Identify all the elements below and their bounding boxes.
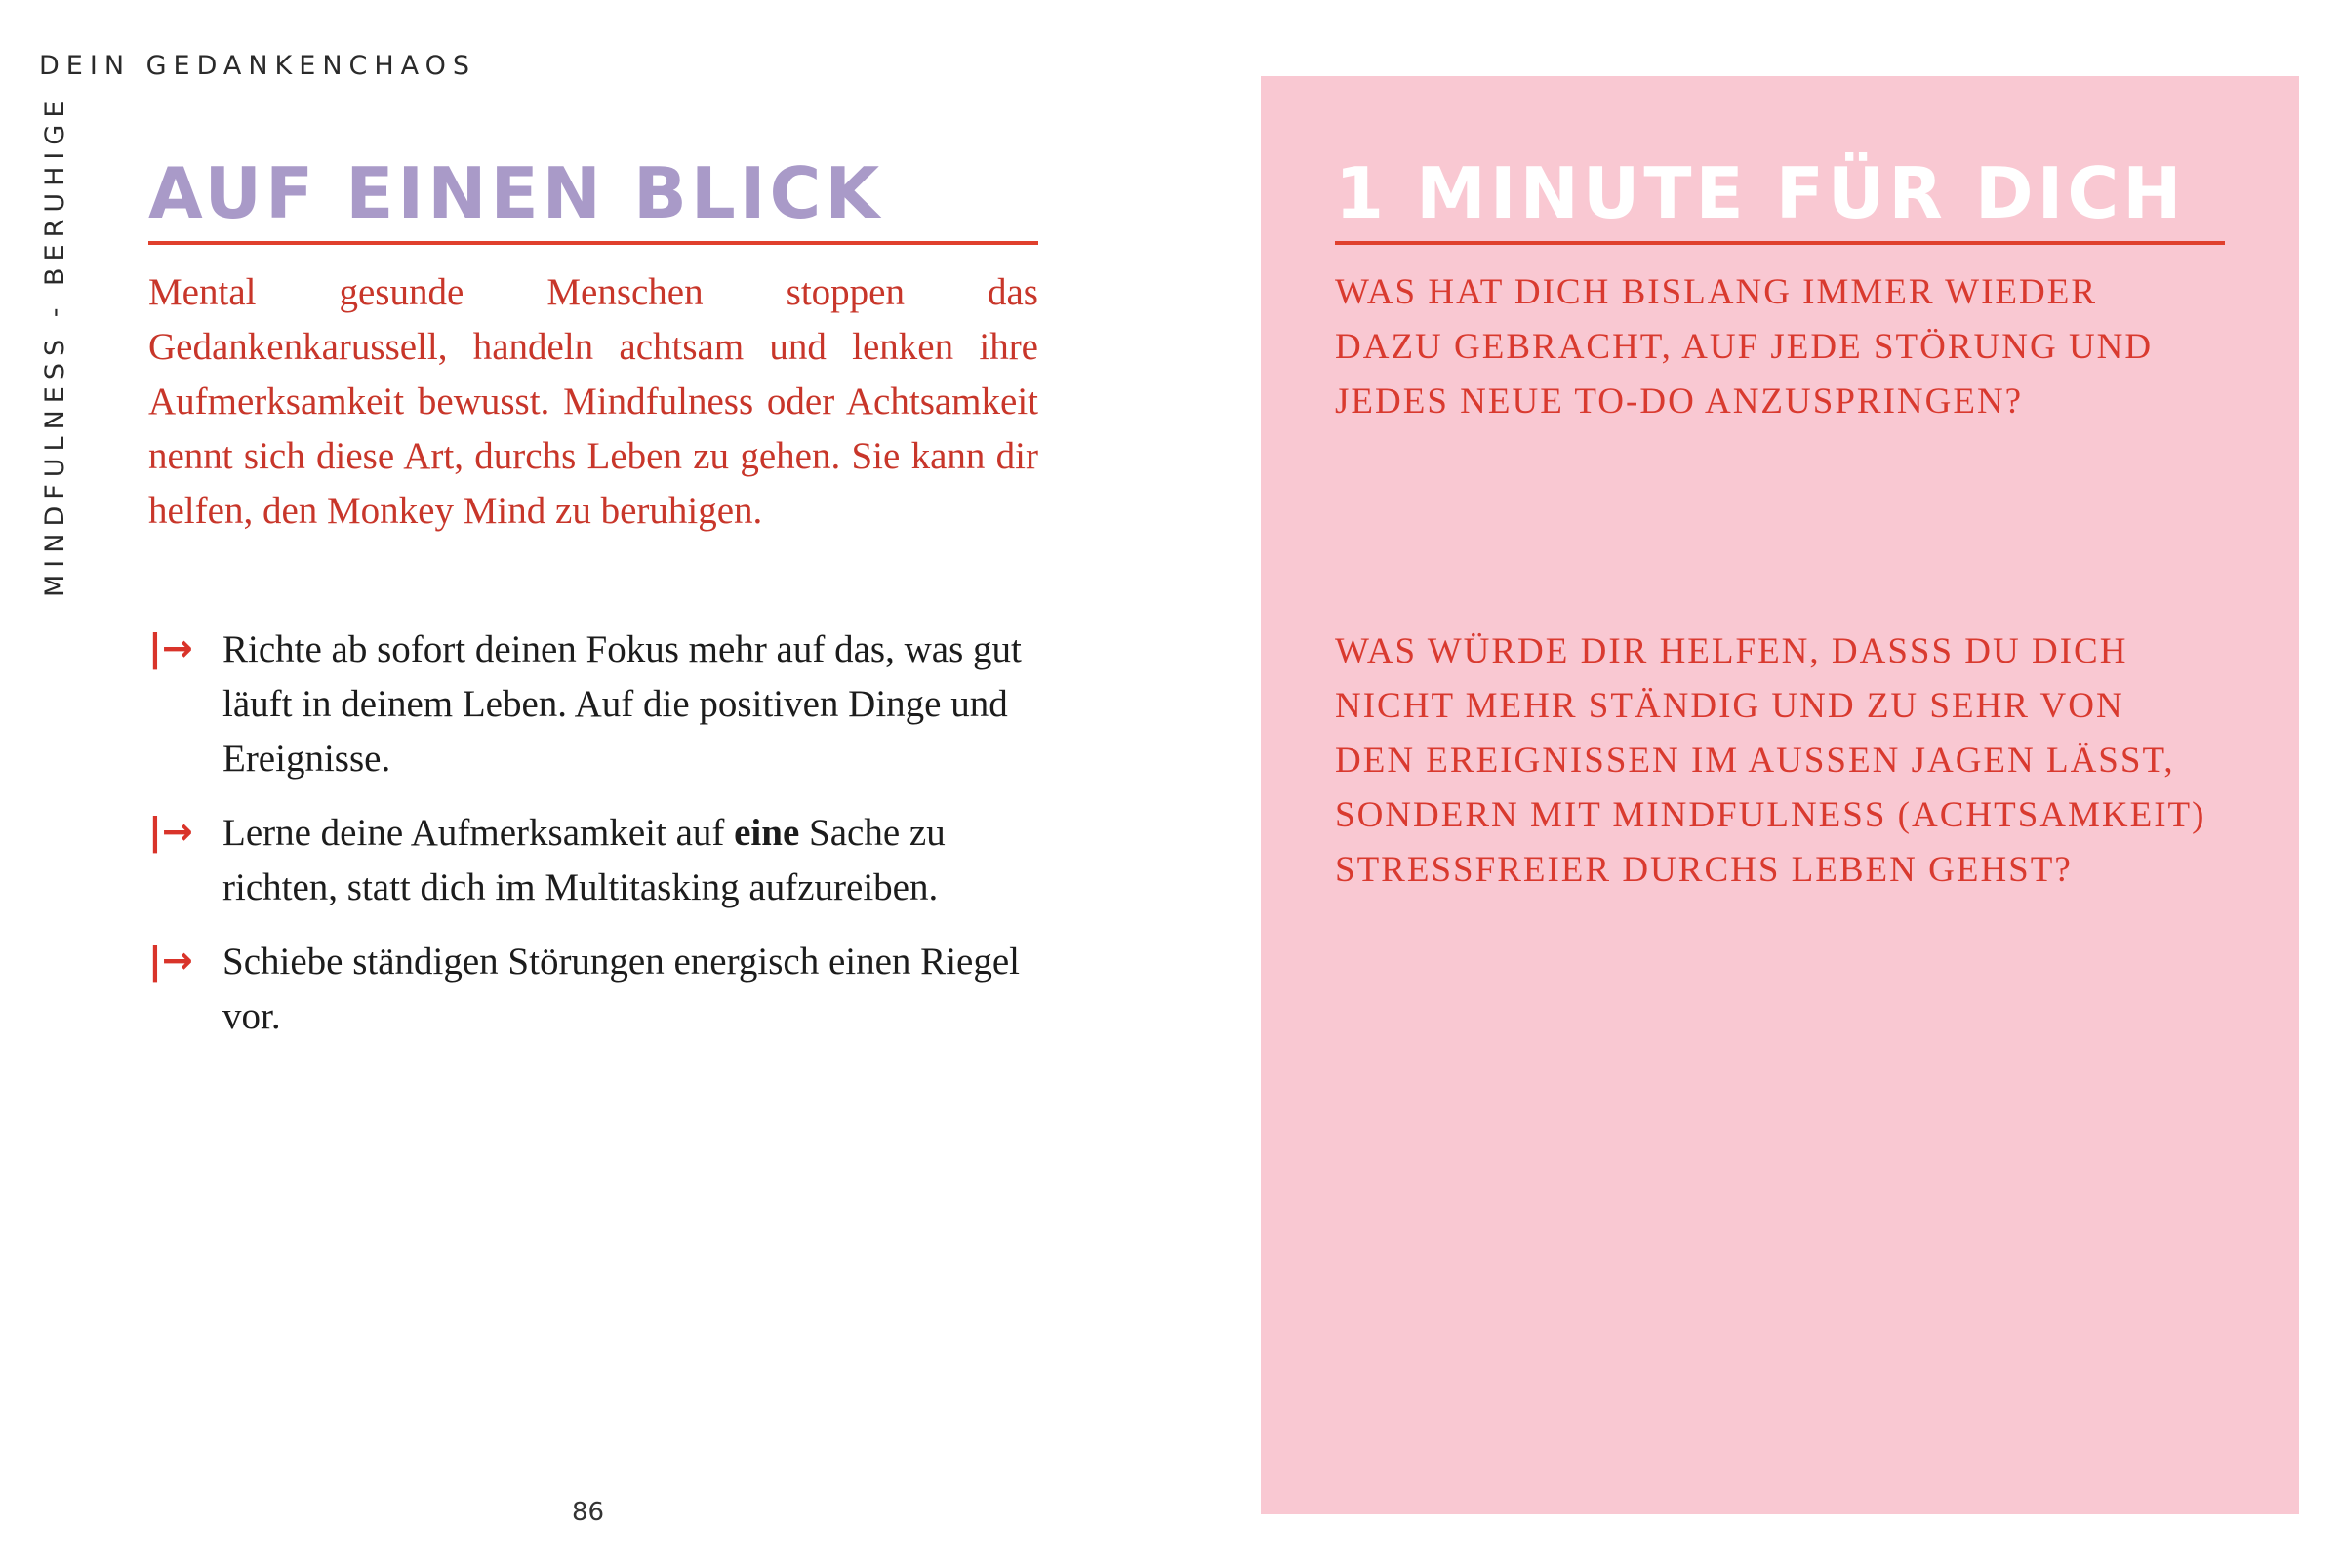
page-number: 86 bbox=[572, 1498, 605, 1527]
right-heading-rule bbox=[1335, 241, 2225, 245]
list-item bbox=[148, 935, 1038, 1044]
list-item bbox=[148, 806, 1038, 915]
left-heading-rule bbox=[148, 241, 1038, 245]
tips-list bbox=[148, 623, 1038, 1064]
tip-text: Schiebe ständigen Störungen energisch einen Riegel vor. bbox=[222, 941, 1020, 1037]
tip-text: Richte ab sofort deinen Fokus mehr auf das, was gut läuft in deinem Leben. Auf die positiven Dinge und Ereignisse. bbox=[222, 628, 1022, 780]
arrow-right-bar-icon: |→ bbox=[148, 810, 193, 853]
left-page-heading: AUF EINEN BLICK bbox=[148, 152, 884, 234]
reflection-question: WAS WÜRDE DIR HELFEN, DASSS DU DICH NICHT MEHR STÄNDIG UND ZU SEHR VON DEN EREIGNISSEN IM AUSSEN JAGEN LÄSST, SONDERN MIT MINDFULNESS (ACHTSAMKEIT) STRESSFREIER DURCHS LEBEN GEHST? bbox=[1335, 631, 2206, 890]
reflection-question: WAS HAT DICH BISLANG IMMER WIEDER DAZU GEBRACHT, AUF JEDE STÖRUNG UND JEDES NEUE TO-DO ANZUSPRINGEN? bbox=[1335, 272, 2154, 422]
right-page-heading: 1 MINUTE FÜR DICH bbox=[1335, 152, 2186, 234]
arrow-right-bar-icon: |→ bbox=[148, 626, 193, 669]
running-head: DEIN GEDANKENCHAOS bbox=[39, 51, 477, 81]
tip-text-emphasis: eine bbox=[734, 812, 800, 854]
tip-text bbox=[222, 812, 946, 908]
intro-paragraph: Mental gesunde Menschen stoppen das Gedankenkarussell, handeln achtsam und lenken ihre Aufmerksamkeit bewusst. Mindfulness oder Achtsamkeit nennt sich diese Art, durchs Leben zu gehen. Sie kann dir helfen, den Monkey Mind zu beruhigen. bbox=[148, 271, 1038, 532]
tip-text-after: Sache zu richten, statt dich im Multitasking aufzureiben. bbox=[222, 812, 946, 908]
side-label: MINDFULNESS - BERUHIGE bbox=[40, 94, 70, 597]
list-item bbox=[148, 623, 1038, 786]
arrow-right-bar-icon: |→ bbox=[148, 939, 193, 982]
tip-text-before: Lerne deine Aufmerksamkeit auf bbox=[222, 812, 735, 854]
